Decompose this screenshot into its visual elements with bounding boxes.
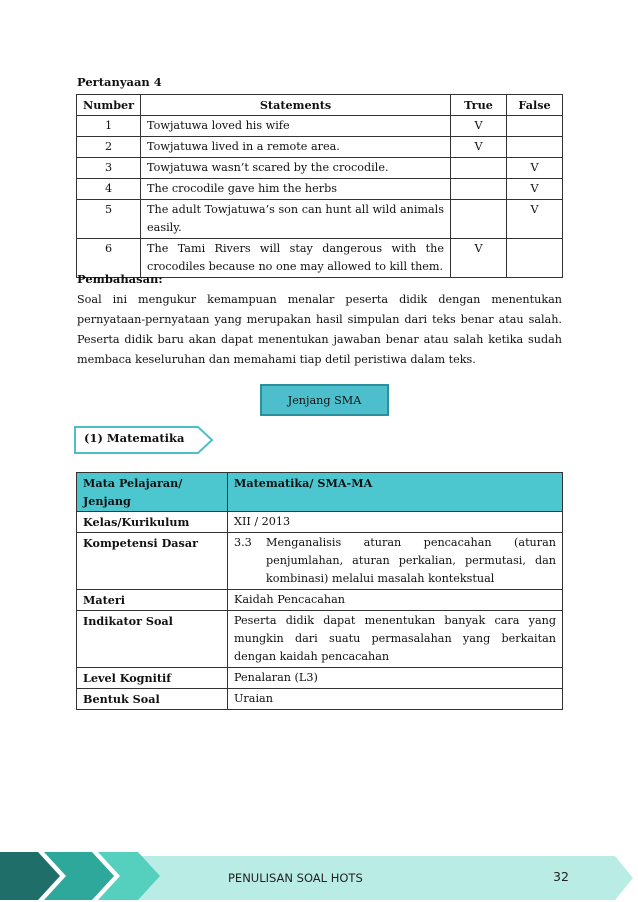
header-statements: Statements xyxy=(141,95,451,116)
footer-title: PENULISAN SOAL HOTS xyxy=(228,871,363,885)
row-number: 6 xyxy=(77,239,141,278)
info-table xyxy=(76,472,563,710)
header-true: True xyxy=(451,95,507,116)
row-true: V xyxy=(451,239,507,278)
level-value: Penalaran (L3) xyxy=(228,668,563,689)
row-number: 1 xyxy=(77,116,141,137)
section-arrow-tag xyxy=(74,426,214,454)
table-header-row xyxy=(77,95,563,116)
table-row xyxy=(77,590,563,611)
row-number: 4 xyxy=(77,179,141,200)
subject-label: Mata Pelajaran/ Jenjang xyxy=(77,473,228,512)
kd-cell xyxy=(228,533,563,590)
section-label: (1) Matematika xyxy=(84,431,185,445)
row-false xyxy=(507,116,563,137)
table-row xyxy=(77,158,563,179)
level-label: Level Kognitif xyxy=(77,668,228,689)
table-row xyxy=(77,533,563,590)
row-true xyxy=(451,158,507,179)
row-true xyxy=(451,200,507,239)
subject-value: Matematika/ SMA-MA xyxy=(228,473,563,512)
class-value: XII / 2013 xyxy=(228,512,563,533)
row-statement: Towjatuwa loved his wife xyxy=(141,116,451,137)
row-statement: Towjatuwa lived in a remote area. xyxy=(141,137,451,158)
kd-label: Kompetensi Dasar xyxy=(77,533,228,590)
table-row xyxy=(77,116,563,137)
bentuk-label: Bentuk Soal xyxy=(77,689,228,710)
table-row xyxy=(77,179,563,200)
table-row xyxy=(77,611,563,668)
row-statement: The Tami Rivers will stay dangerous with the crocodiles because no one may allowed to kill them. xyxy=(141,239,451,278)
row-number: 5 xyxy=(77,200,141,239)
table-row xyxy=(77,200,563,239)
row-statement: The adult Towjatuwa’s son can hunt all wild animals easily. xyxy=(141,200,451,239)
discussion-body: Soal ini mengukur kemampuan menalar peserta didik dengan menentukan pernyataan-pernyataan yang merupakan hasil simpulan dari teks benar atau salah. Peserta didik baru akan dapat menentukan jawaban benar atau salah ketika sudah membaca keseluruhan dan memahami tiap detil peristiwa dalam teks. xyxy=(77,293,562,366)
level-box-label: Jenjang SMA xyxy=(287,393,362,407)
table-row xyxy=(77,137,563,158)
row-number: 3 xyxy=(77,158,141,179)
row-false xyxy=(507,239,563,278)
header-number: Number xyxy=(77,95,141,116)
row-true: V xyxy=(451,137,507,158)
row-true xyxy=(451,179,507,200)
class-label: Kelas/Kurikulum xyxy=(77,512,228,533)
row-false: V xyxy=(507,200,563,239)
kd-value: Menganalisis aturan pencacahan (aturan penjumlahan, aturan perkalian, permutasi, dan kombinasi) melalui masalah kontekstual xyxy=(266,536,556,585)
header-false: False xyxy=(507,95,563,116)
row-number: 2 xyxy=(77,137,141,158)
table-row xyxy=(77,689,563,710)
row-false: V xyxy=(507,158,563,179)
row-false xyxy=(507,137,563,158)
row-statement: Towjatuwa wasn’t scared by the crocodile. xyxy=(141,158,451,179)
table-row xyxy=(77,668,563,689)
bentuk-value: Uraian xyxy=(228,689,563,710)
question-title: Pertanyaan 4 xyxy=(77,75,162,89)
indikator-value: Peserta didik dapat menentukan banyak cara yang mungkin dari suatu permasalahan yang berkaitan dengan kaidah pencacahan xyxy=(228,611,563,668)
kd-code: 3.3 xyxy=(234,536,252,549)
level-box xyxy=(260,384,389,416)
discussion-title: Pembahasan: xyxy=(77,272,163,286)
materi-value: Kaidah Pencacahan xyxy=(228,590,563,611)
page-number: 32 xyxy=(553,869,569,884)
row-statement: The crocodile gave him the herbs xyxy=(141,179,451,200)
table-row xyxy=(77,473,563,512)
table-row xyxy=(77,512,563,533)
row-false: V xyxy=(507,179,563,200)
row-true: V xyxy=(451,116,507,137)
indikator-label: Indikator Soal xyxy=(77,611,228,668)
materi-label: Materi xyxy=(77,590,228,611)
statements-table xyxy=(76,94,563,278)
